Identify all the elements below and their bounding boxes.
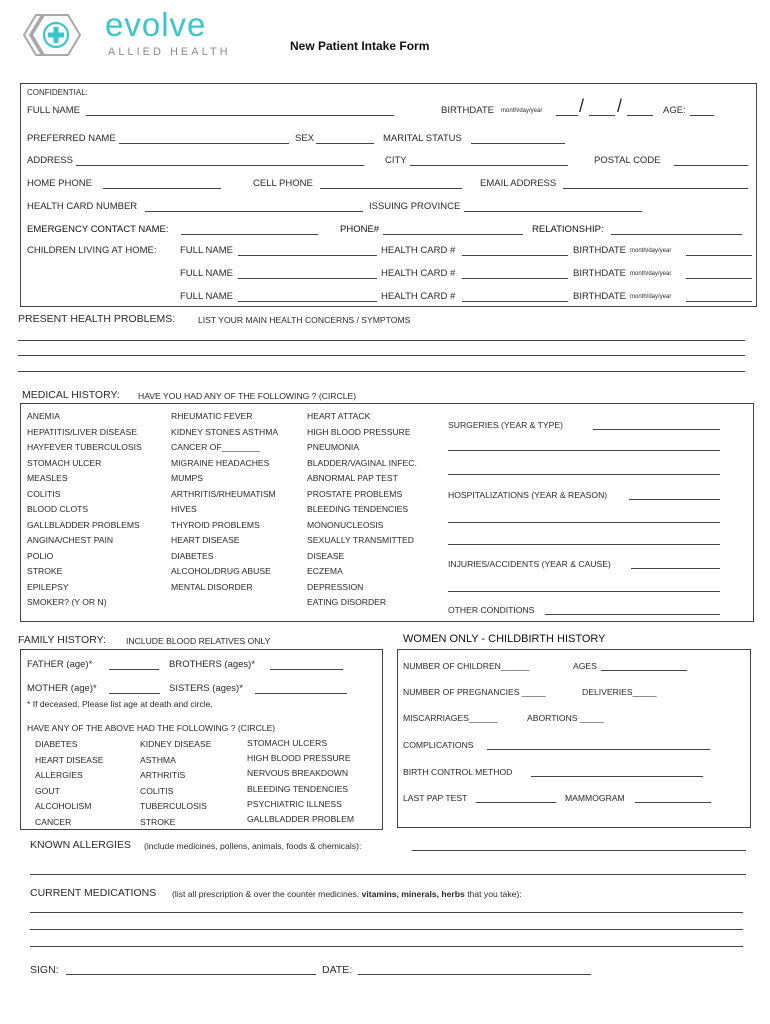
medical-history-condition-item[interactable]: HIVES xyxy=(171,504,197,514)
last-pap-test-field[interactable] xyxy=(476,802,556,803)
injuries-label: INJURIES/ACCIDENTS (YEAR & CAUSE) xyxy=(448,559,611,569)
city-label: CITY xyxy=(385,155,407,166)
full-name-field[interactable] xyxy=(86,115,394,116)
medications-field-2[interactable] xyxy=(30,929,743,930)
child-3-birthdate-field[interactable] xyxy=(686,301,752,302)
email-field[interactable] xyxy=(563,188,748,189)
miscarriages-label: MISCARRIAGES______ xyxy=(403,713,498,723)
medical-history-condition-item[interactable]: EPILEPSY xyxy=(27,581,69,592)
medical-history-condition-item[interactable]: MONONUCLEOSIS xyxy=(307,519,384,530)
injuries-field-2[interactable] xyxy=(448,591,720,592)
injuries-field-1[interactable] xyxy=(631,568,720,569)
relationship-field[interactable] xyxy=(611,234,742,235)
postal-code-field[interactable] xyxy=(674,165,748,166)
abortions-label: ABORTIONS _____ xyxy=(527,713,604,723)
current-medications-heading: CURRENT MEDICATIONS xyxy=(30,887,157,899)
family-history-condition-item[interactable]: KIDNEY DISEASE xyxy=(140,739,212,749)
child-2-birthdate-label: BIRTHDATE xyxy=(573,268,626,279)
sex-label: SEX xyxy=(295,133,315,144)
birthdate-year-field[interactable] xyxy=(627,115,653,116)
health-card-number-field[interactable] xyxy=(145,211,363,212)
child-2-full-name-field[interactable] xyxy=(238,278,377,279)
birth-control-field[interactable] xyxy=(531,776,703,777)
emergency-contact-label: EMERGENCY CONTACT NAME: xyxy=(27,224,169,235)
sisters-field[interactable] xyxy=(255,693,347,694)
child-1-birthdate-label: BIRTHDATE xyxy=(573,245,626,256)
child-1-date-hint: month/day/year xyxy=(630,248,672,254)
medications-sub-bold: vitamins, minerals, herbs xyxy=(361,889,465,899)
family-history-question: HAVE ANY OF THE ABOVE HAD THE FOLLOWING ? (CIRCLE) xyxy=(27,723,276,733)
mammogram-field[interactable] xyxy=(635,802,711,803)
brand-name: evolve xyxy=(105,6,207,43)
birthdate-month-field[interactable] xyxy=(556,115,578,116)
evolve-logo-mark xyxy=(20,10,100,60)
sign-field[interactable] xyxy=(66,974,316,975)
date-field[interactable] xyxy=(358,974,591,975)
medical-history-condition-item[interactable]: BLEEDING TENDENCIES xyxy=(307,504,409,514)
medical-history-heading: MEDICAL HISTORY: xyxy=(22,389,120,401)
cell-phone-label: CELL PHONE xyxy=(253,178,313,189)
family-history-heading: FAMILY HISTORY: xyxy=(18,634,106,646)
emergency-contact-field[interactable] xyxy=(181,234,318,235)
sex-field[interactable] xyxy=(316,143,374,144)
surgeries-field-1[interactable] xyxy=(593,429,720,430)
other-conditions-field[interactable] xyxy=(545,614,720,615)
home-phone-field[interactable] xyxy=(103,188,221,189)
medical-history-condition-item[interactable]: HEART ATTACK xyxy=(307,411,371,421)
known-allergies-field-1[interactable] xyxy=(412,850,746,851)
birthdate-day-field[interactable] xyxy=(589,115,615,116)
family-history-condition-item[interactable]: GALLBLADDER PROBLEM xyxy=(247,814,354,824)
child-2-full-name-label: FULL NAME xyxy=(180,268,233,279)
known-allergies-field-2[interactable] xyxy=(30,874,746,875)
child-1-health-card-field[interactable] xyxy=(462,255,568,256)
father-label: FATHER (age)* xyxy=(27,659,93,670)
marital-status-label: MARITAL STATUS xyxy=(383,133,462,144)
medical-history-condition-item[interactable]: MUMPS xyxy=(171,473,203,483)
sign-label: SIGN: xyxy=(30,964,59,976)
medical-history-condition-item[interactable]: DEPRESSION xyxy=(307,581,364,592)
current-medications-subheading xyxy=(172,889,522,899)
birthdate-hint: month/day/year xyxy=(501,108,543,114)
birth-control-label: BIRTH CONTROL METHOD xyxy=(403,767,513,777)
family-history-condition-item[interactable]: TUBERCULOSIS xyxy=(140,801,207,811)
medical-history-condition-item[interactable]: CANCER OF________ xyxy=(171,442,260,452)
medical-history-condition-item[interactable]: COLITIS xyxy=(27,488,61,499)
family-history-condition-item[interactable]: STOMACH ULCERS xyxy=(247,738,328,748)
child-2-birthdate-field[interactable] xyxy=(686,278,752,279)
child-1-birthdate-field[interactable] xyxy=(686,255,752,256)
date-slash: / xyxy=(579,96,585,116)
emergency-phone-field[interactable] xyxy=(383,234,523,235)
present-health-subheading: LIST YOUR MAIN HEALTH CONCERNS / SYMPTOMS xyxy=(198,315,411,325)
child-3-health-card-label: HEALTH CARD # xyxy=(381,291,456,302)
deceased-note: * If deceased, Please list age at death and circle. xyxy=(27,699,213,709)
medical-history-condition-item[interactable]: GALLBLADDER PROBLEMS xyxy=(27,519,140,530)
medications-field-3[interactable] xyxy=(30,946,743,947)
child-2-health-card-field[interactable] xyxy=(462,278,568,279)
medical-history-condition-item[interactable]: STROKE xyxy=(27,566,63,576)
medical-history-condition-item[interactable]: SEXUALLY TRANSMITTED xyxy=(307,535,414,545)
family-history-condition-item[interactable]: NERVOUS BREAKDOWN xyxy=(247,768,349,779)
issuing-province-label: ISSUING PROVINCE xyxy=(369,201,461,212)
mammogram-label: MAMMOGRAM xyxy=(565,793,625,803)
birthdate-label: BIRTHDATE xyxy=(441,105,494,116)
present-health-line-1[interactable] xyxy=(18,340,745,341)
family-history-condition-item[interactable]: DIABETES xyxy=(35,739,78,749)
medical-history-condition-item[interactable]: KIDNEY STONES ASTHMA xyxy=(171,426,279,437)
sisters-label: SISTERS (ages)* xyxy=(169,683,243,694)
medications-sub-tail: that you take): xyxy=(467,889,522,899)
surgeries-field-2[interactable] xyxy=(448,450,720,451)
child-2-date-hint: month/day/year xyxy=(630,271,672,277)
emergency-phone-label: PHONE# xyxy=(340,224,380,235)
page-title: New Patient Intake Form xyxy=(290,39,430,53)
complications-field[interactable] xyxy=(487,749,710,750)
medical-history-condition-item[interactable]: BLADDER/VAGINAL INFEC. xyxy=(307,457,417,468)
medical-history-condition-item[interactable]: PROSTATE PROBLEMS xyxy=(307,488,403,499)
child-3-full-name-field[interactable] xyxy=(238,301,377,302)
medical-history-condition-item[interactable]: POLIO xyxy=(27,550,54,561)
family-history-condition-item[interactable]: ARTHRITIS xyxy=(140,770,186,780)
father-field[interactable] xyxy=(109,669,159,670)
medications-sub-text: (list all prescription & over the counter medicines, xyxy=(172,889,360,899)
medical-history-condition-item[interactable]: ANEMIA xyxy=(27,411,60,421)
present-health-line-2[interactable] xyxy=(18,355,745,356)
medical-history-condition-item[interactable]: SMOKER? (Y OR N) xyxy=(27,597,107,607)
family-history-subheading: INCLUDE BLOOD RELATIVES ONLY xyxy=(126,636,271,646)
health-card-number-label: HEALTH CARD NUMBER xyxy=(27,201,138,212)
family-history-condition-item[interactable]: STROKE xyxy=(140,816,176,827)
deliveries-label: DELIVERIES_____ xyxy=(582,687,657,697)
address-label: ADDRESS xyxy=(27,155,73,166)
issuing-province-field[interactable] xyxy=(464,211,642,212)
last-pap-test-label: LAST PAP TEST xyxy=(403,793,468,803)
present-health-line-3[interactable] xyxy=(18,371,745,372)
medical-history-condition-item[interactable]: STOMACH ULCER xyxy=(27,457,102,468)
date-slash: / xyxy=(617,96,623,116)
brothers-field[interactable] xyxy=(270,669,343,670)
mother-field[interactable] xyxy=(109,693,160,694)
surgeries-label: SURGERIES (YEAR & TYPE) xyxy=(448,420,563,430)
mother-label: MOTHER (age)* xyxy=(27,683,97,694)
family-history-condition-item[interactable]: COLITIS xyxy=(140,785,174,796)
medical-history-subheading: HAVE YOU HAD ANY OF THE FOLLOWING ? (CIRCLE) xyxy=(138,391,357,401)
medical-history-condition-item[interactable]: MIGRAINE HEADACHES xyxy=(171,457,270,468)
family-history-condition-item[interactable]: GOUT xyxy=(35,785,60,796)
child-2-health-card-label: HEALTH CARD # xyxy=(381,268,456,279)
preferred-name-field[interactable] xyxy=(119,143,289,144)
medical-history-condition-item[interactable]: PNEUMONIA xyxy=(307,442,360,452)
cell-phone-field[interactable] xyxy=(320,188,462,189)
medical-history-condition-item[interactable]: MENTAL DISORDER xyxy=(171,581,253,592)
known-allergies-heading: KNOWN ALLERGIES xyxy=(30,839,131,851)
medical-history-condition-item[interactable]: ALCOHOL/DRUG ABUSE xyxy=(171,566,271,576)
family-history-condition-item[interactable]: BLEEDING TENDENCIES xyxy=(247,783,349,794)
family-history-condition-item[interactable]: CANCER xyxy=(35,816,72,827)
complications-label: COMPLICATIONS xyxy=(403,740,474,750)
marital-status-field[interactable] xyxy=(471,143,565,144)
medical-history-condition-item[interactable]: ABNORMAL PAP TEST xyxy=(307,473,398,483)
child-3-birthdate-label: BIRTHDATE xyxy=(573,291,626,302)
medical-history-condition-item[interactable]: ANGINA/CHEST PAIN xyxy=(27,535,114,545)
child-3-date-hint: month/day/year xyxy=(630,294,672,300)
preferred-name-label: PREFERRED NAME xyxy=(27,133,116,144)
child-3-health-card-field[interactable] xyxy=(462,301,568,302)
medical-history-condition-item[interactable]: MEASLES xyxy=(27,473,68,483)
hospitalizations-field-1[interactable] xyxy=(629,499,720,500)
medical-history-condition-item[interactable]: THYROID PROBLEMS xyxy=(171,519,260,530)
confidential-label: CONFIDENTIAL: xyxy=(27,88,88,97)
hospitalizations-label: HOSPITALIZATIONS (YEAR & REASON) xyxy=(448,490,608,500)
medications-field-1[interactable] xyxy=(30,912,743,913)
family-history-condition-item[interactable]: HIGH BLOOD PRESSURE xyxy=(247,753,351,764)
number-of-children-label: NUMBER OF CHILDREN______ xyxy=(403,661,530,671)
city-field[interactable] xyxy=(410,165,568,166)
email-label: EMAIL ADDRESS xyxy=(480,178,557,189)
child-1-full-name-field[interactable] xyxy=(238,255,377,256)
medical-history-condition-item[interactable]: DISEASE xyxy=(307,550,345,561)
surgeries-field-3[interactable] xyxy=(448,474,720,475)
hospitalizations-field-2[interactable] xyxy=(448,522,720,523)
medical-history-condition-item[interactable]: BLOOD CLOTS xyxy=(27,504,89,514)
medical-history-condition-item[interactable]: HIGH BLOOD PRESSURE xyxy=(307,426,411,437)
ages-label: AGES xyxy=(573,661,597,671)
known-allergies-subheading: (include medicines, pollens, animals, foods & chemicals): xyxy=(144,841,362,851)
children-living-label: CHILDREN LIVING AT HOME: xyxy=(27,245,157,256)
medical-history-condition-item[interactable]: RHEUMATIC FEVER xyxy=(171,411,253,421)
ages-field[interactable] xyxy=(601,670,687,671)
family-history-condition-item[interactable]: HEART DISEASE xyxy=(35,754,104,765)
medical-history-condition-item[interactable]: ECZEMA xyxy=(307,566,343,576)
postal-code-label: POSTAL CODE xyxy=(594,155,661,166)
women-only-heading: WOMEN ONLY - CHILDBIRTH HISTORY xyxy=(403,633,606,645)
other-conditions-label: OTHER CONDITIONS xyxy=(448,605,535,615)
home-phone-label: HOME PHONE xyxy=(27,178,92,189)
family-history-condition-item[interactable]: ALCOHOLISM xyxy=(35,801,92,811)
family-history-condition-item[interactable]: ASTHMA xyxy=(140,754,176,765)
brothers-label: BROTHERS (ages)* xyxy=(169,659,256,670)
brand-subtitle: ALLIED HEALTH xyxy=(108,46,231,58)
medical-history-condition-item[interactable]: ARTHRITIS/RHEUMATISM xyxy=(171,488,276,499)
medical-history-condition-item[interactable]: HEPATITIS/LIVER DISEASE xyxy=(27,426,137,437)
date-label: DATE: xyxy=(322,964,353,976)
address-field[interactable] xyxy=(76,165,364,166)
medical-history-condition-item[interactable]: EATING DISORDER xyxy=(307,597,387,607)
logo xyxy=(20,6,231,62)
child-3-full-name-label: FULL NAME xyxy=(180,291,233,302)
full-name-label: FULL NAME xyxy=(27,105,80,116)
medical-history-condition-item[interactable]: HEART DISEASE xyxy=(171,535,240,545)
age-field[interactable] xyxy=(690,115,714,116)
medical-history-condition-item[interactable]: DIABETES xyxy=(171,550,214,561)
child-1-full-name-label: FULL NAME xyxy=(180,245,233,256)
child-1-health-card-label: HEALTH CARD # xyxy=(381,245,456,256)
present-health-heading: PRESENT HEALTH PROBLEMS: xyxy=(18,313,176,325)
age-label: AGE: xyxy=(663,105,686,116)
medical-history-condition-item[interactable]: HAYFEVER TUBERCULOSIS xyxy=(27,442,142,452)
number-of-pregnancies-label: NUMBER OF PREGNANCIES _____ xyxy=(403,687,546,697)
family-history-condition-item[interactable]: PSYCHIATRIC ILLNESS xyxy=(247,798,342,809)
family-history-condition-item[interactable]: ALLERGIES xyxy=(35,770,83,780)
hospitalizations-field-3[interactable] xyxy=(448,544,720,545)
relationship-label: RELATIONSHIP: xyxy=(532,224,604,235)
